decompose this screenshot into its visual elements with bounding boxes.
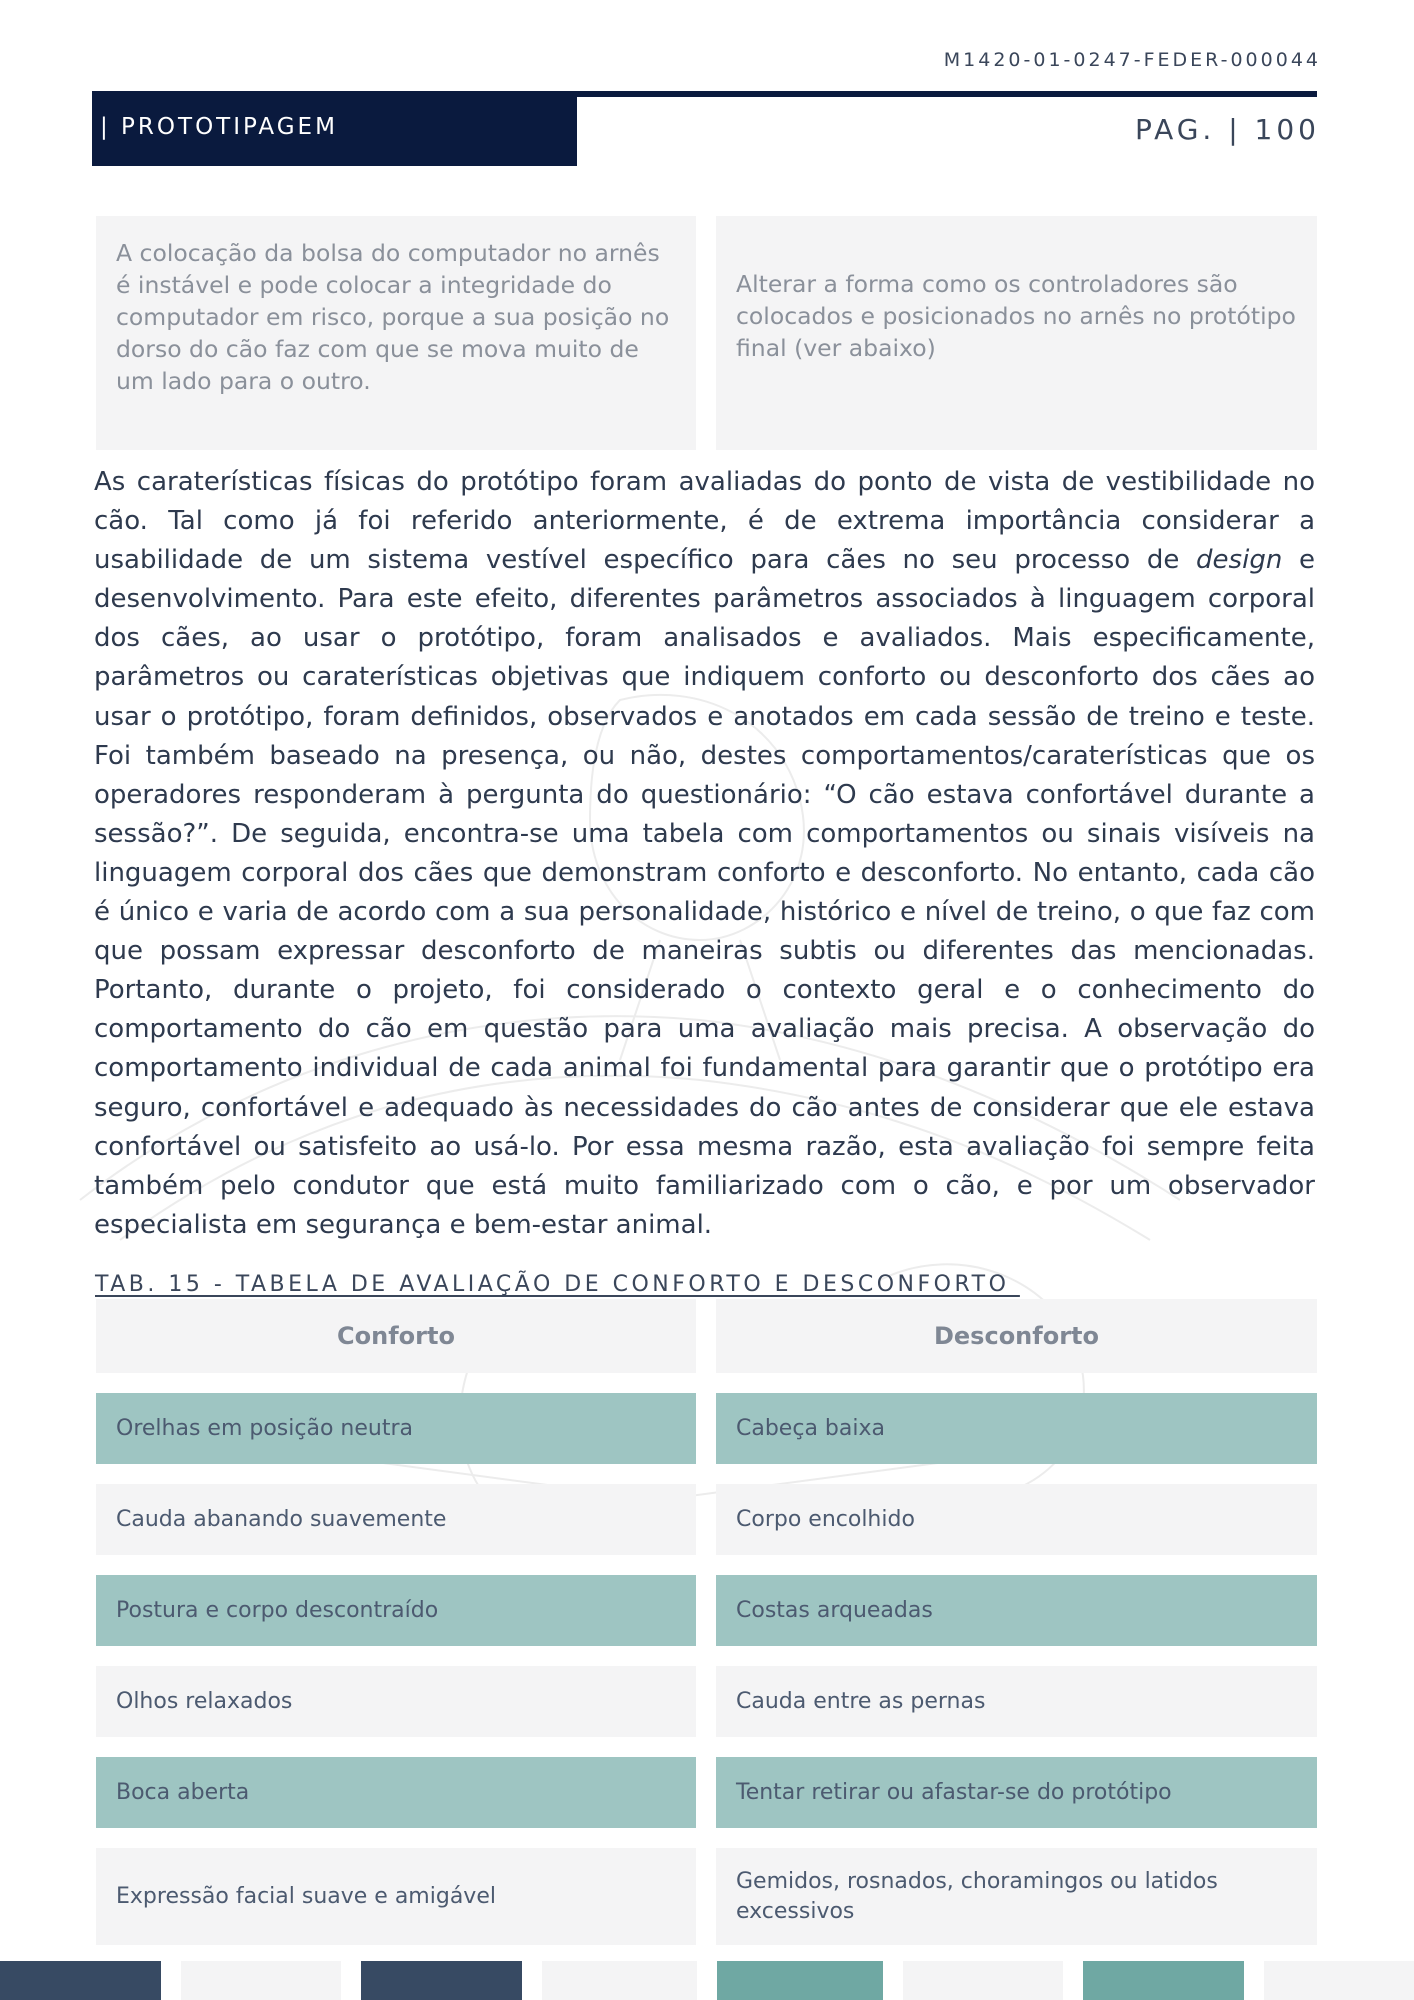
document-code: M1420-01-0247-FEDER-000044 bbox=[943, 49, 1321, 71]
comfort-cell: Orelhas em posição neutra bbox=[96, 1393, 696, 1464]
footer-bar-light bbox=[542, 1961, 697, 2000]
discomfort-cell: Cauda entre as pernas bbox=[716, 1666, 1317, 1737]
discomfort-cell: Corpo encolhido bbox=[716, 1484, 1317, 1555]
section-title: | PROTOTIPAGEM bbox=[100, 114, 338, 140]
footer-bar-light bbox=[903, 1961, 1063, 2000]
body-emphasis: design bbox=[1196, 545, 1283, 576]
footer-bar-teal bbox=[717, 1961, 883, 2000]
solution-cell bbox=[716, 216, 1317, 450]
comfort-cell: Olhos relaxados bbox=[96, 1666, 696, 1737]
comfort-cell: Cauda abanando suavemente bbox=[96, 1484, 696, 1555]
discomfort-cell: Tentar retirar ou afastar-se do protótipo bbox=[716, 1757, 1317, 1828]
issue-text: A colocação da bolsa do computador no arnês é instável e pode colocar a integridade do computador em risco, porque a sua posição no dorso do cão faz com que se mova muito de um lado para o outro. bbox=[116, 239, 670, 395]
footer-bar-light bbox=[181, 1961, 341, 2000]
footer-bar-light bbox=[1264, 1961, 1414, 2000]
discomfort-cell: Costas arqueadas bbox=[716, 1575, 1317, 1646]
body-paragraph bbox=[94, 463, 1315, 1245]
table-header-comfort: Conforto bbox=[96, 1299, 696, 1373]
comfort-cell: Postura e corpo descontraído bbox=[96, 1575, 696, 1646]
solution-text: Alterar a forma como os controladores são colocados e posicionados no arnês no protótipo final (ver abaixo) bbox=[736, 269, 1296, 362]
footer-bar-slate bbox=[361, 1961, 522, 2000]
body-text-start: As caraterísticas físicas do protótipo foram avaliadas do ponto de vista de vestibilidade no cão. Tal como já foi referido anteriormente, é de extrema importância considerar a usabilidade de um sistema vestível específico para cães no seu processo de bbox=[94, 467, 1315, 576]
page-number: PAG. | 100 bbox=[1134, 113, 1320, 146]
body-text-end: e desenvolvimento. Para este efeito, diferentes parâmetros associados à linguagem corporal dos cães, ao usar o protótipo, foram analisados e avaliados. Mais especificamente, parâmetros ou caraterísticas objetivas que indiquem conforto ou desconforto dos cães ao usar o protótipo, foram definidos, observados e anotados em cada sessão de treino e teste. Foi também baseado na presença, ou não, destes comportamentos/caraterísticas que os operadores responderam à pergunta do questionário: “O cão estava confortável durante a sessão?”. De seguida, encontra-se uma tabela com comportamentos ou sinais visíveis na linguagem corporal dos cães que demonstram conforto e desconforto. No entanto, cada cão é único e varia de acordo com a sua personalidade, histórico e nível de treino, o que faz com que possam expressar desconforto de maneiras subtis ou diferentes das mencionadas. Portanto, durante o projeto, foi considerado o contexto geral e o conhecimento do comportamento do cão em questão para uma avaliação mais precisa. A observação do comportamento individual de cada animal foi fundamental para garantir que o protótipo era seguro, confortável e adequado às necessidades do cão antes de considerar que ele estava confortável ou satisfeito ao usá-lo. Por essa mesma razão, esta avaliação foi sempre feita também pelo condutor que está muito familiarizado com o cão, e por um observador especialista em segurança e bem-estar animal. bbox=[94, 545, 1315, 1240]
discomfort-cell: Gemidos, rosnados, choramingos ou latidos excessivos bbox=[716, 1848, 1317, 1945]
table-caption: TAB. 15 - TABELA DE AVALIAÇÃO DE CONFORTO E DESCONFORTO bbox=[95, 1272, 1020, 1297]
footer-bar-teal bbox=[1083, 1961, 1244, 2000]
table-header-discomfort: Desconforto bbox=[716, 1299, 1317, 1373]
comfort-cell: Expressão facial suave e amigável bbox=[96, 1848, 696, 1945]
footer-bar-slate bbox=[0, 1961, 161, 2000]
issue-cell bbox=[96, 216, 696, 450]
discomfort-cell: Cabeça baixa bbox=[716, 1393, 1317, 1464]
comfort-cell: Boca aberta bbox=[96, 1757, 696, 1828]
